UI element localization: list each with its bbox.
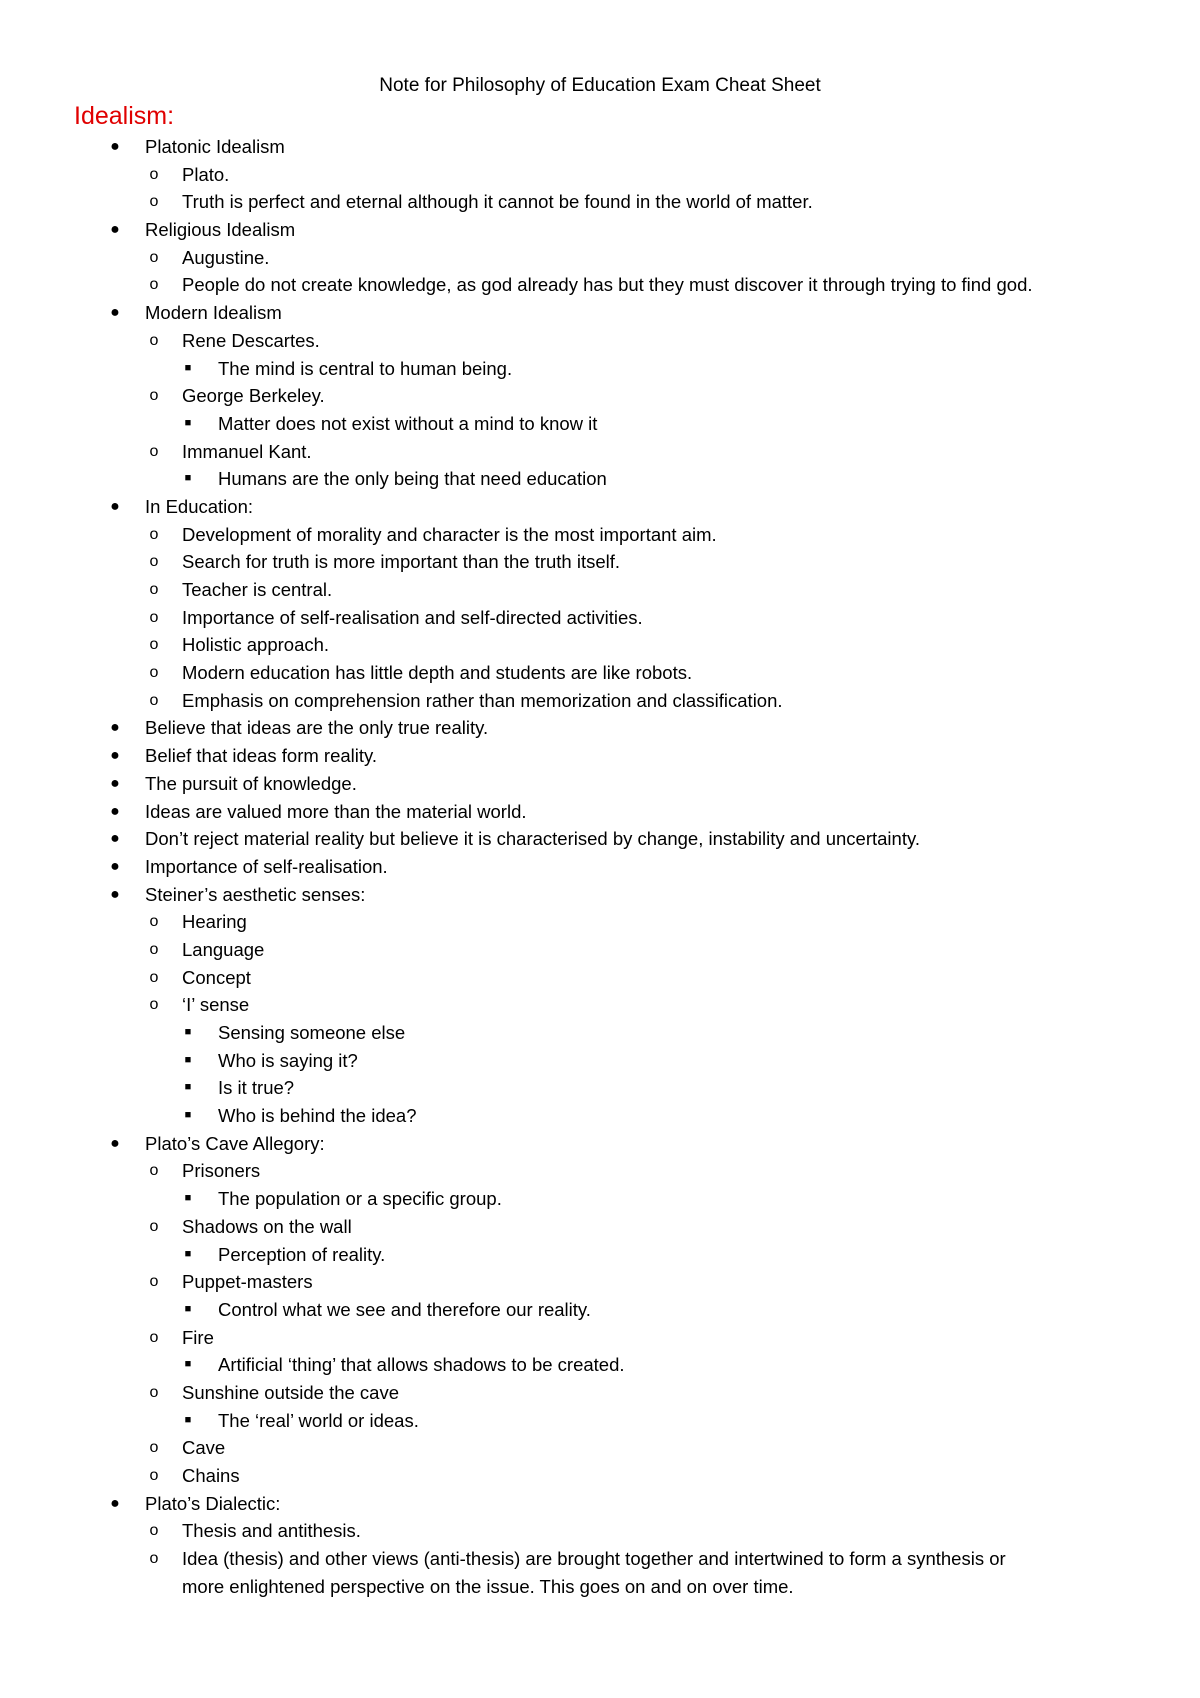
square-bullet-icon: ■ [184,1026,192,1038]
circle-bullet-icon: o [149,1383,159,1401]
square-bullet-icon: ■ [184,361,192,374]
bullet-icon: ● [110,221,120,239]
circle-bullet-icon: o [149,1439,159,1457]
outline-item [0,355,1200,383]
outline-item [0,1434,1200,1462]
outline-item [0,465,1200,493]
outline-item-text: Immanuel Kant. [182,440,312,462]
outline-item-text: Who is saying it? [218,1049,358,1071]
outline-item [0,161,1200,189]
outline-item-text: Is it true? [218,1077,295,1099]
bullet-icon: ● [110,830,120,848]
circle-bullet-icon: o [149,387,159,405]
circle-bullet-icon: o [149,608,159,626]
square-bullet-icon: ■ [184,1302,192,1315]
outline-item [0,216,1200,244]
circle-bullet-icon: o [149,276,159,294]
circle-bullet-icon: o [149,1162,159,1180]
outline-item [0,687,1200,715]
outline-item [0,1157,1200,1185]
outline-item-text: Rene Descartes. [182,329,320,351]
outline-item [0,1351,1200,1379]
outline-item [0,133,1200,161]
outline-item-text: Sensing someone else [218,1022,406,1043]
outline-item [0,1130,1200,1158]
bullet-icon: ● [110,1494,120,1512]
outline-item-text: Importance of self-realisation and self-directed activities. [182,606,643,628]
circle-bullet-icon: o [149,1467,159,1484]
bullet-icon: ● [110,774,120,792]
outline-item [0,1407,1200,1435]
outline-item-text: Who is behind the idea? [218,1105,417,1127]
outline-item-text: more enlightened perspective on the issue. This goes on and on over time. [182,1575,794,1597]
outline-item-text: Puppet-masters [182,1271,313,1293]
outline-item [0,1379,1200,1407]
outline-item [0,299,1200,327]
bullet-icon: ● [110,304,120,322]
outline-item-text: Modern Idealism [145,302,282,324]
outline-item-text: Teacher is central. [182,579,333,600]
outline-item [0,1296,1200,1324]
outline-item-text: The ‘real’ world or ideas. [218,1409,419,1431]
document-title: Note for Philosophy of Education Exam Cheat Sheet [379,75,821,96]
outline-item [0,936,1200,964]
outline-item [0,1517,1200,1545]
outline-item-text: Belief that ideas form reality. [145,745,378,767]
square-bullet-icon: ■ [184,1247,192,1260]
outline-item-text: Platonic Idealism [145,136,285,157]
outline-item [0,1047,1200,1075]
outline-item-text: Idea (thesis) and other views (anti-thesis) are brought together and intertwined to form a synthesis or [182,1548,1006,1570]
outline-item [0,1490,1200,1518]
outline-item-text: Don’t reject material reality but believe it is characterised by change, instability and uncertainty. [145,828,920,850]
outline-item [0,244,1200,272]
circle-bullet-icon: o [149,1550,159,1568]
outline-item [0,908,1200,936]
outline-item [0,881,1200,909]
circle-bullet-icon: o [149,664,159,682]
outline-item [0,1019,1200,1047]
circle-bullet-icon: o [149,636,159,654]
square-bullet-icon: ■ [184,1081,192,1094]
bullet-icon: ● [110,747,120,765]
circle-bullet-icon: o [149,1273,159,1291]
square-bullet-icon: ■ [184,1192,192,1205]
square-bullet-icon: ■ [184,472,192,485]
outline-item [0,770,1200,798]
circle-bullet-icon: o [149,331,159,349]
outline-item [0,521,1200,549]
circle-bullet-icon: o [149,913,159,931]
outline-item [0,188,1200,216]
circle-bullet-icon: o [149,940,159,958]
circle-bullet-icon: o [149,442,159,460]
outline-item [0,548,1200,576]
circle-bullet-icon: o [149,968,159,986]
outline-item-text: Prisoners [182,1160,261,1182]
circle-bullet-icon: o [149,165,159,183]
outline-item-text: The mind is central to human being. [218,357,513,379]
circle-bullet-icon: o [149,1328,159,1346]
outline-item-text: Shadows on the wall [182,1215,352,1237]
circle-bullet-icon: o [149,1217,159,1235]
outline-item-text: Development of morality and character is the most important aim. [182,523,717,545]
outline-item [0,991,1200,1019]
circle-bullet-icon: o [149,553,159,571]
outline-item [0,1185,1200,1213]
section-heading: Idealism: [74,102,175,130]
outline-item-text: Steiner’s aesthetic senses: [145,883,366,905]
bullet-icon: ● [110,138,120,155]
outline-item [0,410,1200,438]
outline-item-text: Search for truth is more important than the truth itself. [182,551,621,573]
outline-item-text: Control what we see and therefore our reality. [218,1298,591,1320]
outline-item-text: Concept [182,966,251,988]
circle-bullet-icon: o [149,525,159,543]
outline-item-text: George Berkeley. [182,385,325,407]
circle-bullet-icon: o [149,581,159,598]
outline-item [0,604,1200,632]
outline-item [0,493,1200,521]
square-bullet-icon: ■ [184,1053,192,1066]
outline-item [0,853,1200,881]
outline-item [0,631,1200,659]
outline-list [0,133,1200,1600]
outline-item [0,1573,1200,1601]
outline-item-text: Importance of self-realisation. [145,855,388,877]
outline-item [0,798,1200,826]
circle-bullet-icon: o [149,1522,159,1540]
outline-item-text: Humans are the only being that need education [218,468,607,490]
outline-item-text: Hearing [182,911,247,933]
outline-item-text: Plato. [182,163,230,185]
outline-item-text: Sunshine outside the cave [182,1381,400,1403]
outline-item [0,1324,1200,1352]
outline-item-text: Religious Idealism [145,219,296,241]
outline-item-text: The pursuit of knowledge. [145,772,357,794]
outline-item-text: The population or a specific group. [218,1188,502,1210]
circle-bullet-icon: o [149,691,159,709]
outline-item-text: Fire [182,1326,214,1348]
outline-item-text: Emphasis on comprehension rather than memorization and classification. [182,689,783,711]
outline-item [0,382,1200,410]
outline-item-text: Plato’s Cave Allegory: [145,1132,325,1154]
bullet-icon: ● [110,802,120,820]
outline-item-text: Ideas are valued more than the material world. [145,800,527,822]
square-bullet-icon: ■ [184,1413,192,1426]
bullet-icon: ● [110,885,120,903]
circle-bullet-icon: o [149,248,159,266]
outline-item [0,271,1200,299]
outline-item [0,1462,1200,1490]
outline-item-text: Language [182,938,265,960]
outline-item [0,714,1200,742]
outline-item-text: Plato’s Dialectic: [145,1492,281,1514]
bullet-icon: ● [110,497,120,515]
outline-item-text: Modern education has little depth and students are like robots. [182,662,693,684]
outline-item [0,327,1200,355]
outline-item [0,964,1200,992]
outline-item [0,1268,1200,1296]
outline-item-text: Truth is perfect and eternal although it cannot be found in the world of matter. [182,191,813,213]
outline-item-text: Chains [182,1465,240,1486]
square-bullet-icon: ■ [184,1358,192,1371]
square-bullet-icon: ■ [184,1109,192,1122]
outline-item-text: In Education: [145,495,253,517]
outline-item-text: ‘I’ sense [182,994,250,1016]
outline-item [0,742,1200,770]
outline-item [0,576,1200,604]
outline-item [0,659,1200,687]
outline-item-text: Holistic approach. [182,634,330,656]
bullet-icon: ● [110,719,120,737]
outline-item [0,1241,1200,1269]
outline-item-text: People do not create knowledge, as god already has but they must discover it through trying to find god. [182,274,1033,296]
outline-item [0,438,1200,466]
outline-item [0,1545,1200,1573]
circle-bullet-icon: o [149,193,159,211]
outline-item-text: Believe that ideas are the only true reality. [145,717,489,739]
outline-item [0,1074,1200,1102]
outline-item-text: Matter does not exist without a mind to know it [218,412,598,434]
bullet-icon: ● [110,857,120,875]
bullet-icon: ● [110,1134,120,1152]
outline-item [0,1102,1200,1130]
square-bullet-icon: ■ [184,416,192,429]
outline-item [0,825,1200,853]
outline-item-text: Cave [182,1437,226,1459]
outline-item [0,1213,1200,1241]
outline-item-text: Augustine. [182,246,270,268]
outline-item-text: Artificial ‘thing’ that allows shadows to be created. [218,1354,625,1376]
outline-item-text: Thesis and antithesis. [182,1520,361,1542]
outline-item-text: Perception of reality. [218,1243,386,1265]
circle-bullet-icon: o [149,996,159,1014]
